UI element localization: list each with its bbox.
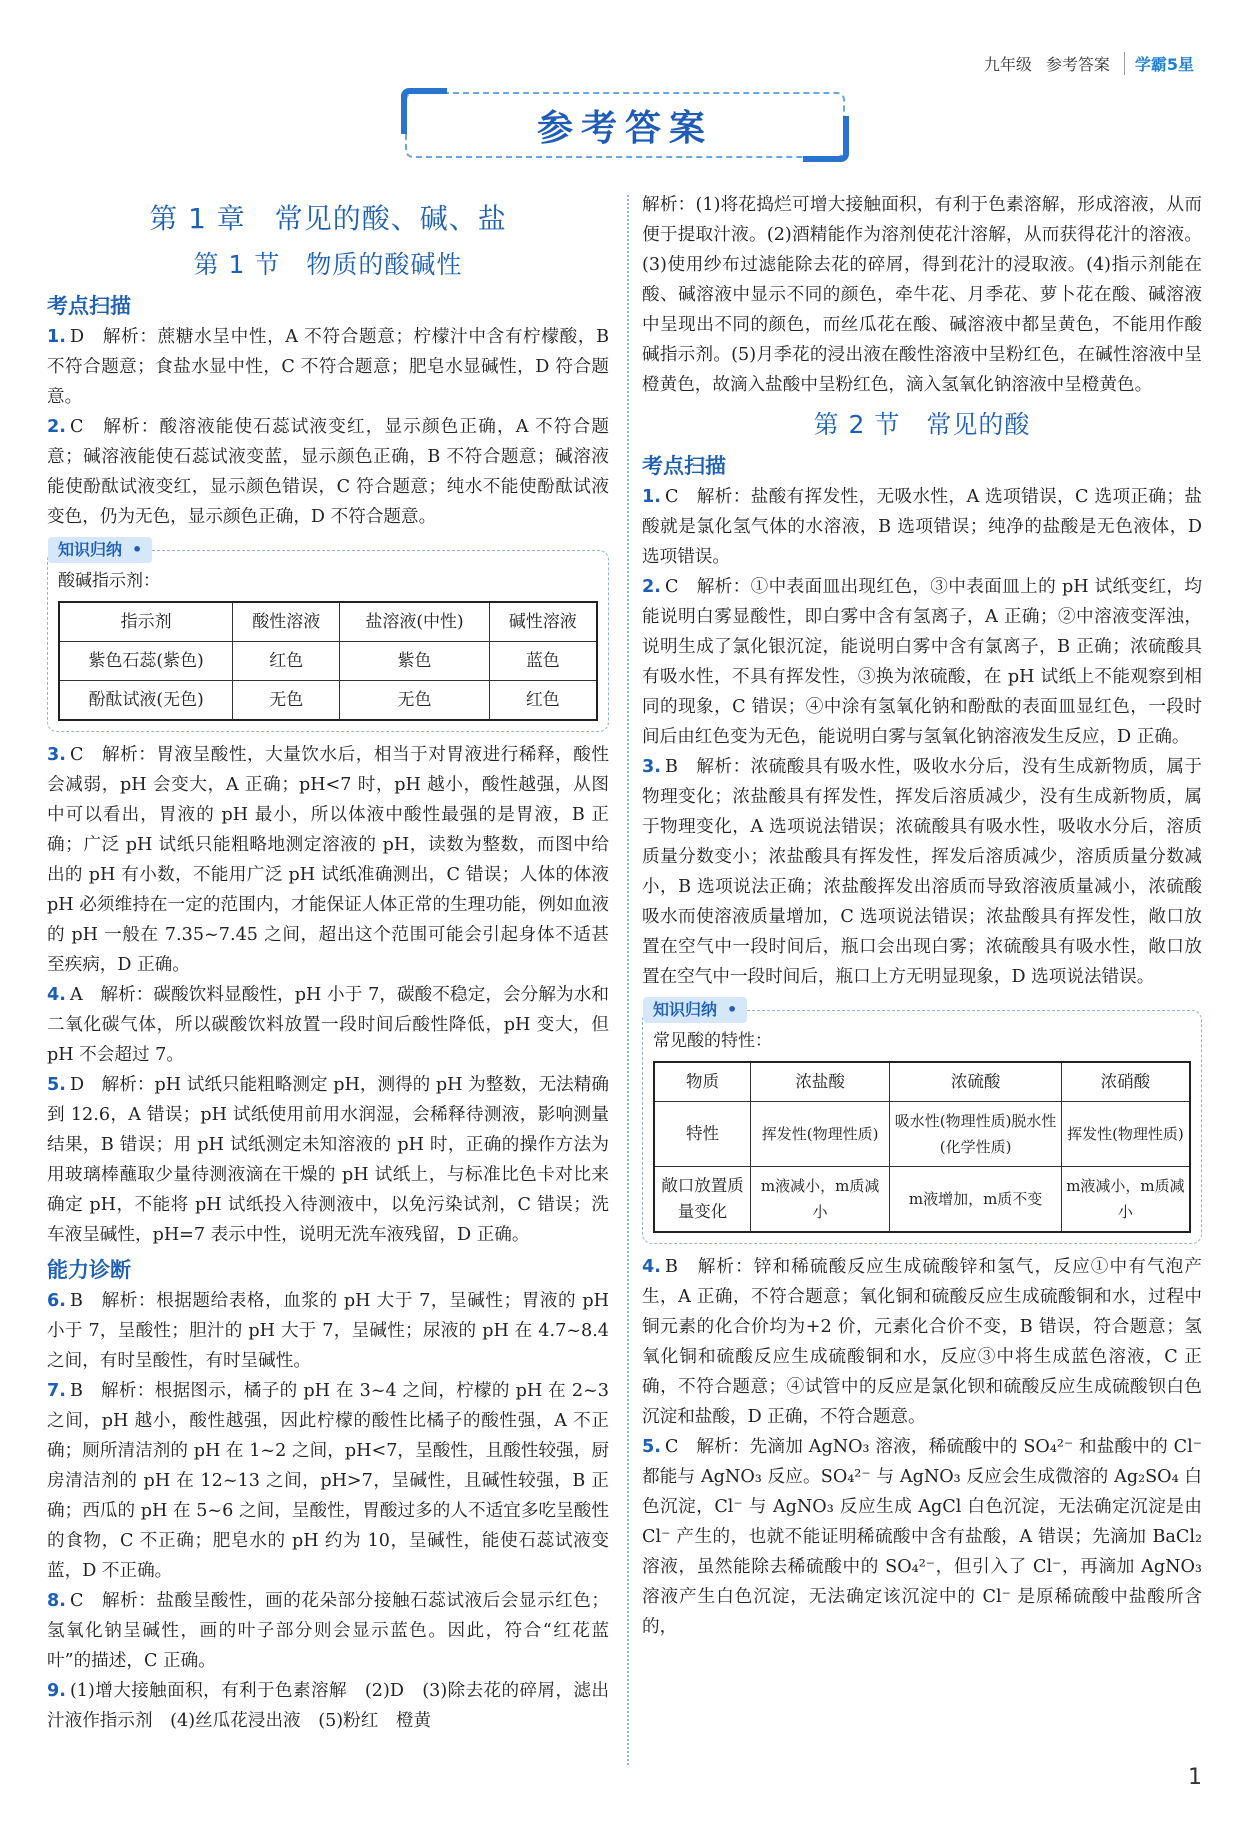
table-cell: 特性: [654, 1102, 750, 1167]
table-cell: 浓盐酸: [750, 1062, 889, 1102]
knowledge-label: 常见酸的特性：: [653, 1031, 772, 1051]
page-title: 参考答案: [536, 107, 713, 149]
subsection-scan: 考点扫描: [47, 294, 131, 318]
table-header-row: [59, 602, 597, 642]
answer-item: [47, 322, 609, 412]
answer-number: 3.: [642, 757, 661, 777]
table-row: [654, 1167, 1190, 1233]
answer-item: [47, 1676, 609, 1736]
answer-text: A 解析：碳酸饮料显酸性，pH 小于 7，碳酸不稳定，会分解为水和二氧化碳气体，所以碳酸饮料放置一段时间后酸性降低，pH 变大，但 pH 不会超过 7。: [47, 985, 609, 1065]
answer-item: [47, 1376, 609, 1586]
answer-text: C 解析：盐酸有挥发性，无吸水性，A 选项错误，C 选项正确；盐酸就是氯化氢气体的水溶液，B 选项错误；纯净的盐酸是无色液体，D 选项错误。: [642, 487, 1202, 567]
chapter-title: 第 1 章 常见的酸、碱、盐: [149, 202, 507, 235]
indicator-table: [58, 601, 598, 721]
answer-text: C 解析：盐酸呈酸性，画的花朵部分接触石蕊试液后会显示红色；氢氧化钠呈碱性，画的叶子部分则会显示蓝色。因此，符合“红花蓝叶”的描述，C 正确。: [47, 1591, 609, 1671]
brand-logo: 学霸5星: [1124, 52, 1194, 75]
section-title: 第 1 节 物质的酸碱性: [193, 250, 463, 279]
table-cell: 红色: [233, 642, 340, 681]
knowledge-tag: 知识归纳 •: [643, 997, 747, 1023]
answer-item: [642, 752, 1202, 992]
answer-number: 9.: [47, 1681, 66, 1701]
answer-number: 3.: [47, 745, 66, 765]
table-cell: 指示剂: [59, 602, 233, 642]
answer-text: D 解析：蔗糖水呈中性，A 不符合题意；柠檬汁中含有柠檬酸，B 不符合题意；食盐水显中性，C 不符合题意；肥皂水显碱性，D 符合题意。: [47, 327, 609, 407]
table-header-row: [654, 1062, 1190, 1102]
left-column: [47, 200, 609, 1736]
answer-item: [47, 740, 609, 980]
answer-number: 2.: [47, 417, 66, 437]
table-row: [59, 681, 597, 721]
answer-text: C 解析：先滴加 AgNO₃ 溶液，稀硫酸中的 SO₄²⁻ 和盐酸中的 Cl⁻ 都能与 AgNO₃ 反应。SO₄²⁻ 与 AgNO₃ 反应会生成微溶的 Ag₂SO₄ 白色沉淀，Cl⁻ 与 AgNO₃ 反应生成 AgCl 白色沉淀，无法确定沉淀是由 Cl⁻ 产生的，也就不能证明稀硫酸中含有盐酸，A 错误；先滴加 BaCl₂ 溶液，虽然能除去稀硫酸中的 SO₄²⁻，但引入了 Cl⁻，再滴加 AgNO₃ 溶液产生白色沉淀，无法确定该沉淀中的 Cl⁻ 是原稀硫酸中盐酸所含的，: [642, 1437, 1202, 1637]
table-cell: 蓝色: [489, 642, 597, 681]
table-cell: 挥发性(物理性质): [750, 1102, 889, 1167]
table-cell: 酚酞试液(无色): [59, 681, 233, 721]
table-cell: m液增加，m质不变: [890, 1167, 1062, 1233]
table-cell: 挥发性(物理性质): [1061, 1102, 1190, 1167]
answer-number: 1.: [642, 487, 661, 507]
page-number: 1: [1188, 1765, 1202, 1790]
answer-number: 4.: [47, 985, 66, 1005]
header-category: 参考答案: [1045, 55, 1110, 74]
answer-item: [642, 1252, 1202, 1432]
knowledge-tag: 知识归纳 •: [48, 537, 152, 563]
table-cell: 紫色石蕊(紫色): [59, 642, 233, 681]
table-cell: 浓硫酸: [890, 1062, 1062, 1102]
table-cell: 物质: [654, 1062, 750, 1102]
answer-item: [642, 572, 1202, 752]
answer-text: B 解析：浓硫酸具有吸水性，吸收水分后，没有生成新物质，属于物理变化；浓盐酸具有挥发性，挥发后溶质减少，没有生成新物质，属于物理变化，A 选项说法错误；浓硫酸具有吸水性，吸收水分后，溶质质量分数变小；浓盐酸具有挥发性，挥发后溶质减少，溶质质量分数减小，B 选项说法正确；浓盐酸挥发出溶质而导致溶液质量减小，浓硫酸吸水而使溶液质量增加，C 选项说法错误；浓盐酸具有挥发性，敞口放置在空气中一段时间后，瓶口会出现白雾；浓硫酸具有吸水性，敞口放置在空气中一段时间后，瓶口上方无明显现象，D 选项说法错误。: [642, 757, 1202, 987]
answer-text: B 解析：根据题给表格，血浆的 pH 大于 7，呈碱性；胃液的 pH 小于 7，呈酸性；胆汁的 pH 大于 7，呈碱性；尿液的 pH 在 4.7~8.4 之间，有时呈酸性，有时呈碱性。: [47, 1291, 609, 1371]
answer-number: 7.: [47, 1381, 66, 1401]
table-cell: 盐溶液(中性): [340, 602, 489, 642]
answer-text: B 解析：根据图示，橘子的 pH 在 3~4 之间，柠檬的 pH 在 2~3 之间，pH 越小，酸性越强，因此柠檬的酸性比橘子的酸性强，A 不正确；厕所清洁剂的 pH 在 1~2 之间，pH<7，呈酸性，且酸性较强，厨房清洁剂的 pH 在 12~13 之间，pH>7，呈碱性，且碱性较强，B 正确；西瓜的 pH 在 5~6 之间，呈酸性，胃酸过多的人不适宜多吃呈酸性的食物，C 不正确；肥皂水的 pH 约为 10，呈碱性，能使石蕊试液变蓝，D 不正确。: [47, 1381, 609, 1581]
answer-number: 5.: [642, 1437, 661, 1457]
table-cell: m液减小，m质减小: [750, 1167, 889, 1233]
answer-item: [47, 1586, 609, 1676]
table-cell: 无色: [340, 681, 489, 721]
answer-item: [47, 1070, 609, 1250]
answer-item: [47, 980, 609, 1070]
answer-number: 2.: [642, 577, 661, 597]
table-cell: 红色: [489, 681, 597, 721]
knowledge-box: [47, 540, 609, 732]
answer-item: [47, 412, 609, 532]
header-grade: 九年级: [983, 55, 1032, 74]
answer-explanation: 解析：(1)将花捣烂可增大接触面积，有利于色素溶解，形成溶液，从而便于提取汁液。(2)酒精能作为溶剂使花汁溶解，从而获得花汁的溶液。(3)使用纱布过滤能除去花的碎屑，得到花汁的浸取液。(4)指示剂能在酸、碱溶液中显示不同的颜色，牵牛花、月季花、萝卜花在酸、碱溶液中呈现出不同的颜色，而丝瓜花在酸、碱溶液中都呈黄色，不能用作酸碱指示剂。(5)月季花的浸出液在酸性溶液中呈粉红色，在碱性溶液中呈橙黄色，故滴入盐酸中呈粉红色，滴入氢氧化钠溶液中呈橙黄色。: [642, 195, 1202, 395]
answer-item: [47, 1286, 609, 1376]
answer-text: C 解析：①中表面皿出现红色，③中表面皿上的 pH 试纸变红，均能说明白雾显酸性，即白雾中含有氢离子，A 正确；②中溶液变浑浊，说明生成了氯化银沉淀，能说明白雾中含有氯离子，B 正确；浓硫酸具有吸水性，不具有挥发性，③换为浓硫酸，在 pH 试纸上不能观察到相同的现象，C 错误；④中涂有氢氧化钠和酚酞的表面皿显红色，一段时间后由红色变为无色，能说明白雾与氢氧化钠溶液发生反应，D 正确。: [642, 577, 1202, 747]
table-row: [59, 642, 597, 681]
answer-text: C 解析：酸溶液能使石蕊试液变红，显示颜色正确，A 不符合题意；碱溶液能使石蕊试液变蓝，显示颜色正确，B 不符合题意；碱溶液能使酚酞试液变红，显示颜色错误，C 符合题意；纯水不能使酚酞试液变色，仍为无色，显示颜色正确，D 不符合题意。: [47, 417, 609, 527]
answer-item: [642, 1432, 1202, 1642]
subsection-ability: 能力诊断: [47, 1258, 131, 1282]
knowledge-box: [642, 1000, 1202, 1244]
answer-number: 8.: [47, 1591, 66, 1611]
table-cell: 无色: [233, 681, 340, 721]
table-cell: 浓硝酸: [1061, 1062, 1190, 1102]
column-divider: [627, 195, 629, 1765]
table-cell: 吸水性(物理性质)脱水性(化学性质): [890, 1102, 1062, 1167]
answer-number: 4.: [642, 1257, 661, 1277]
table-cell: 敞口放置质量变化: [654, 1167, 750, 1233]
table-cell: 酸性溶液: [233, 602, 340, 642]
answer-text: C 解析：胃液呈酸性，大量饮水后，相当于对胃液进行稀释，酸性会减弱，pH 会变大，A 正确；pH<7 时，pH 越小，酸性越强，从图中可以看出，胃液的 pH 最小，所以体液中酸性最强的是胃液，B 正确；广泛 pH 试纸只能粗略地测定溶液的 pH，读数为整数，而图中给出的 pH 有小数，不能用广泛 pH 试纸准确测出，C 错误；人体的体液 pH 必须维持在一定的范围内，才能保证人体正常的生理功能，例如血液的 pH 一般在 7.35~7.45 之间，超出这个范围可能会引起身体不适甚至疾病，D 正确。: [47, 745, 609, 975]
section-title: 第 2 节 常见的酸: [813, 410, 1031, 439]
answer-item: [642, 482, 1202, 572]
title-banner: [405, 92, 845, 158]
acid-properties-table: [653, 1061, 1191, 1233]
table-row: [654, 1102, 1190, 1167]
answer-text: D 解析：pH 试纸只能粗略测定 pH，测得的 pH 为整数，无法精确到 12.6，A 错误；pH 试纸使用前用水润湿，会稀释待测液，影响测量结果，B 错误；用 pH 试纸测定未知溶液的 pH 时，正确的操作方法为用玻璃棒蘸取少量待测液滴在干燥的 pH 试纸上，与标准比色卡对比来确定 pH，不能将 pH 试纸投入待测液中，以免污染试剂，C 错误；洗车液呈碱性，pH=7 表示中性，说明无洗车液残留，D 正确。: [47, 1075, 609, 1245]
answer-text: (1)增大接触面积，有利于色素溶解 (2)D (3)除去花的碎屑，滤出汁液作指示剂 (4)丝瓜花浸出液 (5)粉红 橙黄: [47, 1681, 609, 1731]
page-header: [984, 52, 1194, 75]
right-column: [642, 190, 1202, 1642]
table-cell: m液减小，m质减小: [1061, 1167, 1190, 1233]
answer-text: B 解析：锌和稀硫酸反应生成硫酸锌和氢气，反应①中有气泡产生，A 正确，不符合题意；氧化铜和硫酸反应生成硫酸铜和水，过程中铜元素的化合价均为+2 价，元素化合价不变，B 错误，符合题意；氢氧化铜和硫酸反应生成硫酸铜和水，反应③中将生成蓝色溶液，C 正确，不符合题意；④试管中的反应是氯化钡和硫酸反应生成硫酸钡白色沉淀和盐酸，D 正确，不符合题意。: [642, 1257, 1202, 1427]
subsection-scan: 考点扫描: [642, 454, 726, 478]
answer-number: 6.: [47, 1291, 66, 1311]
table-cell: 紫色: [340, 642, 489, 681]
knowledge-label: 酸碱指示剂：: [58, 571, 160, 591]
answer-number: 1.: [47, 327, 66, 347]
answer-number: 5.: [47, 1075, 66, 1095]
table-cell: 碱性溶液: [489, 602, 597, 642]
